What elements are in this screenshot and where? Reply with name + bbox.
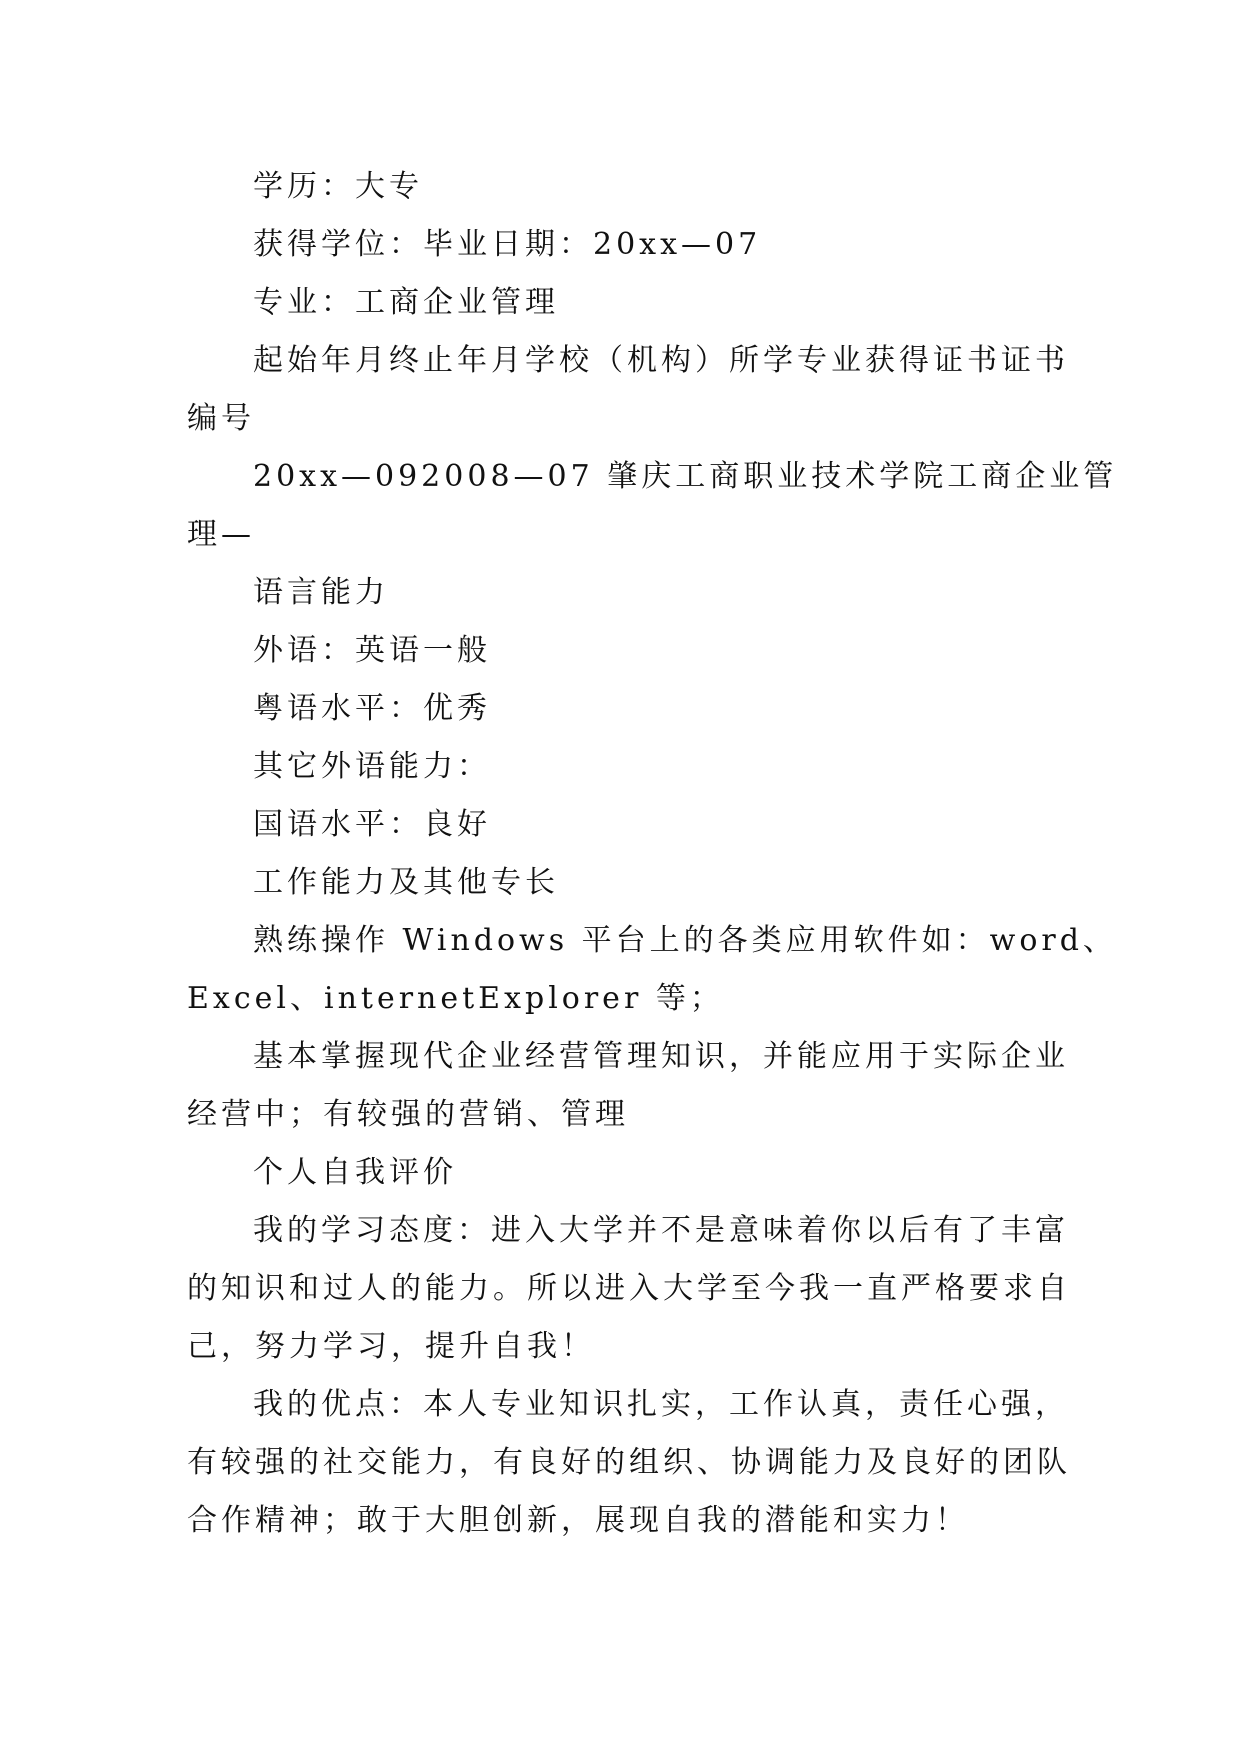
foreign-language-line: 外语：英语一般	[253, 633, 491, 668]
language-ability-heading: 语言能力	[253, 575, 389, 610]
education-table-header-line-1: 起始年月终止年月学校（机构）所学专业获得证书证书	[253, 343, 1069, 378]
strengths-line-3: 合作精神；敢于大胆创新，展现自我的潜能和实力！	[187, 1503, 969, 1538]
other-language-line: 其它外语能力：	[253, 749, 491, 784]
learning-attitude-line-3: 己，努力学习，提升自我！	[187, 1329, 595, 1364]
self-evaluation-heading: 个人自我评价	[253, 1155, 457, 1190]
mandarin-level-line: 国语水平：良好	[253, 807, 491, 842]
management-skill-line-2: 经营中；有较强的营销、管理	[187, 1097, 629, 1132]
cantonese-level-line: 粤语水平：优秀	[253, 691, 491, 726]
software-skill-line-2: Excel、internetExplorer 等；	[187, 981, 724, 1016]
software-skill-line-1: 熟练操作 Windows 平台上的各类应用软件如：word、	[253, 923, 1117, 958]
education-table-header-line-2: 编号	[187, 401, 255, 436]
learning-attitude-line-2: 的知识和过人的能力。所以进入大学至今我一直严格要求自	[187, 1271, 1071, 1306]
learning-attitude-line-1: 我的学习态度：进入大学并不是意味着你以后有了丰富	[253, 1213, 1069, 1248]
degree-line: 获得学位：毕业日期：20xx—07	[253, 227, 762, 262]
major-line: 专业：工商企业管理	[253, 285, 559, 320]
strengths-line-2: 有较强的社交能力，有良好的组织、协调能力及良好的团队	[187, 1445, 1071, 1480]
document-content	[187, 158, 1118, 1550]
education-record-line-1: 20xx—092008—07 肇庆工商职业技术学院工商企业管	[253, 459, 1118, 494]
education-record-line-2: 理—	[187, 517, 255, 552]
education-line: 学历：大专	[253, 169, 423, 204]
management-skill-line-1: 基本掌握现代企业经营管理知识，并能应用于实际企业	[253, 1039, 1069, 1074]
work-skills-heading: 工作能力及其他专长	[253, 865, 559, 900]
strengths-line-1: 我的优点：本人专业知识扎实，工作认真，责任心强，	[253, 1387, 1069, 1422]
